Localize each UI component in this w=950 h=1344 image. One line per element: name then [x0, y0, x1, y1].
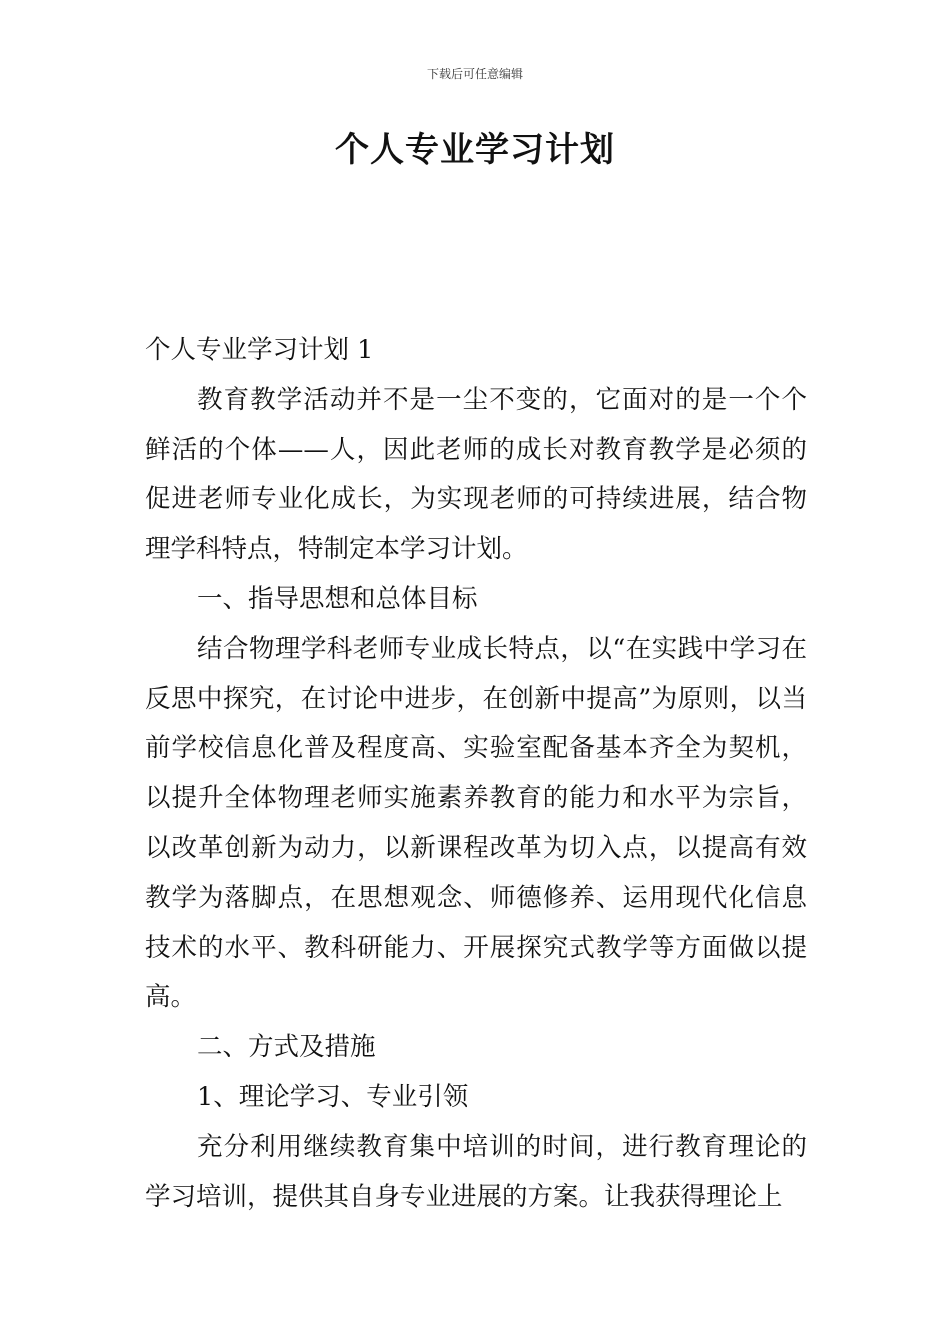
paragraph-intro: 教育教学活动并不是一尘不变的，它面对的是一个个鲜活的个体——人，因此老师的成长对教育教学是必须的促进老师专业化成长，为实现老师的可持续进展，结合物理学科特点，特制定本学习计划。	[145, 384, 807, 565]
paragraph-guiding-ideology: 结合物理学科老师专业成长特点，以“在实践中学习在反思中探究，在讨论中进步，在创新中提高”为原则，以当前学校信息化普及程度高、实验室配备基本齐全为契机，以提升全体物理老师实施素养教育的能力和水平为宗旨，以改革创新为动力，以新课程改革为切入点，以提高有效教学为落脚点，在思想观念、师德修养、运用现代化信息技术的水平、教科研能力、开展探究式教学等方面做以提高。	[145, 633, 807, 1013]
heading-guiding-ideology: 一、指导思想和总体目标	[197, 583, 478, 614]
document-title: 个人专业学习计划	[335, 130, 615, 170]
section-heading: 个人专业学习计划 1	[145, 335, 374, 365]
document-body	[145, 326, 807, 1222]
paragraph-theory-study: 充分利用继续教育集中培训的时间，进行教育理论的学习培训，提供其自身专业进展的方案。让我获得理论上	[145, 1131, 807, 1212]
heading-methods-measures: 二、方式及措施	[197, 1032, 376, 1063]
heading-theory-study: 1、理论学习、专业引领	[197, 1081, 469, 1112]
header-note: 下载后可任意编辑	[426, 67, 523, 81]
